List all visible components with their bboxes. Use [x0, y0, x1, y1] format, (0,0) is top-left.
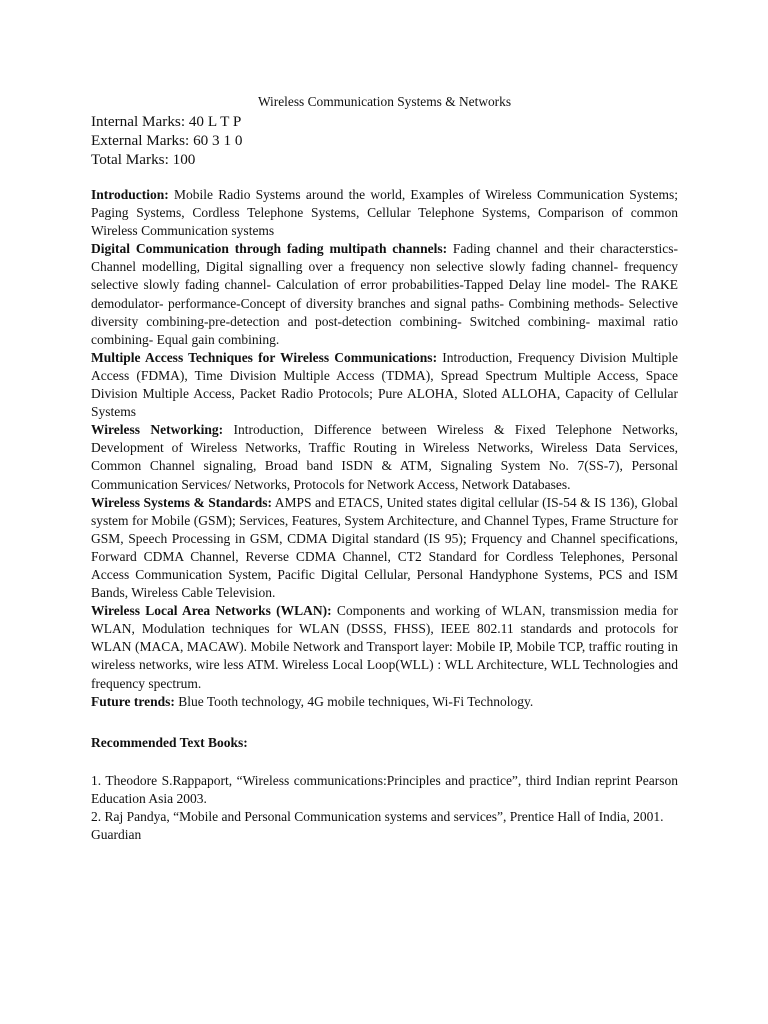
books-heading: Recommended Text Books: — [91, 734, 248, 750]
section-heading: Wireless Networking: — [91, 422, 224, 438]
document-title: Wireless Communication Systems & Networks — [257, 94, 512, 109]
internal-marks: Internal Marks: 40 L T P — [91, 113, 242, 130]
external-marks: External Marks: 60 3 1 0 — [91, 132, 243, 149]
section-text: AMPS and ETACS, United states digital cellular (IS-54 & IS 136), Global system for Mobile (GSM); Services, Features, System Architecture, and Channel Types, Frame Structure for GSM, Speech Processing in GSM, CDMA Digital standard (IS 95); Frquency and Channel specifications, Forward CDMA Channel, Reverse CDMA Channel, CT2 Standard for Cordless Telephones, Personal Access Communication System, Pacific Digital Cellular, Personal Handyphone Systems, PCS and ISM Bands, Wireless Cable Television. — [91, 494, 678, 601]
section-text: Mobile Radio Systems around the world, Examples of Wireless Communication Systems; Paging Systems, Cordless Telephone Systems, Cellular Telephone Systems, Comparison of common Wireless Communication systems — [91, 187, 678, 239]
section-text: Fading channel and their characterstics- Channel modelling, Digital signalling over a frequency non selective slowly fading channel- frequency selective slowly fading channel- Calculation of error probabilities-Tapped Delay line model- The RAKE demodulator- performance-Concept of diversity branches and signal paths- Combining methods- Selective diversity combining-pre-detection and post-detection combining- Switched combining- maximal ratio combining- Equal gain combining. — [91, 241, 679, 347]
section-heading: Digital Communication through fading multipath channels: — [91, 241, 448, 257]
section-text: Components and working of WLAN, transmission media for WLAN, Modulation techniques for WLAN (DSSS, FHSS), IEEE 802.11 standards and protocols for WLAN (MACA, MACAW). Mobile Network and Transport layer: Mobile IP, Mobile TCP, traffic routing in wireless networks, wire less ATM. Wireless Local Loop(WLL) : WLL Architecture, WLL Technologies and frequency spectrum. — [91, 603, 678, 691]
books-list — [91, 772, 678, 826]
total-marks: Total Marks: 100 — [91, 151, 196, 168]
section-heading: Wireless Systems & Standards: — [91, 494, 272, 510]
section-heading: Wireless Local Area Networks (WLAN): — [91, 603, 332, 619]
document-page — [91, 94, 678, 844]
section-heading: Multiple Access Techniques for Wireless Communications: — [91, 349, 438, 365]
section-introduction — [91, 186, 678, 240]
section-multiple-access — [91, 349, 678, 421]
section-wireless-systems-standards — [91, 494, 678, 603]
section-wireless-networking — [91, 421, 678, 493]
syllabus-body — [91, 186, 678, 711]
footer-word: Guardian — [91, 827, 142, 842]
section-digital-communication — [91, 240, 678, 349]
section-future-trends — [91, 693, 678, 711]
book-item: 1. Theodore S.Rappaport, “Wireless communications:Principles and practice”, third Indian reprint Pearson Education Asia 2003. — [91, 772, 678, 806]
section-heading: Introduction: — [91, 187, 169, 202]
section-wlan — [91, 602, 678, 692]
section-text: Introduction, Frequency Division Multiple Access (FDMA), Time Division Multiple Access (TDMA), Spread Spectrum Multiple Access, Space Division Multiple Access, Packet Radio Protocols; Pure ALOHA, Sloted ALLOHA, Capacity of Cellular Systems — [91, 349, 678, 420]
book-item: 2. Raj Pandya, “Mobile and Personal Communication systems and services”, Prentice Hall of India, 2001. — [91, 808, 664, 824]
section-text: Blue Tooth technology, 4G mobile techniques, Wi-Fi Technology. — [174, 693, 534, 709]
section-text: Introduction, Difference between Wireless & Fixed Telephone Networks, Development of Wireless Networks, Traffic Routing in Wireless Networks, Wireless Data Services, Common Channel signaling, Broad band ISDN & ATM, Signaling System No. 7(SS-7), Personal Communication Services/ Networks, Protocols for Network Access, Network Databases. — [91, 422, 678, 492]
section-heading: Future trends: — [91, 693, 175, 709]
marks-block — [91, 112, 678, 169]
